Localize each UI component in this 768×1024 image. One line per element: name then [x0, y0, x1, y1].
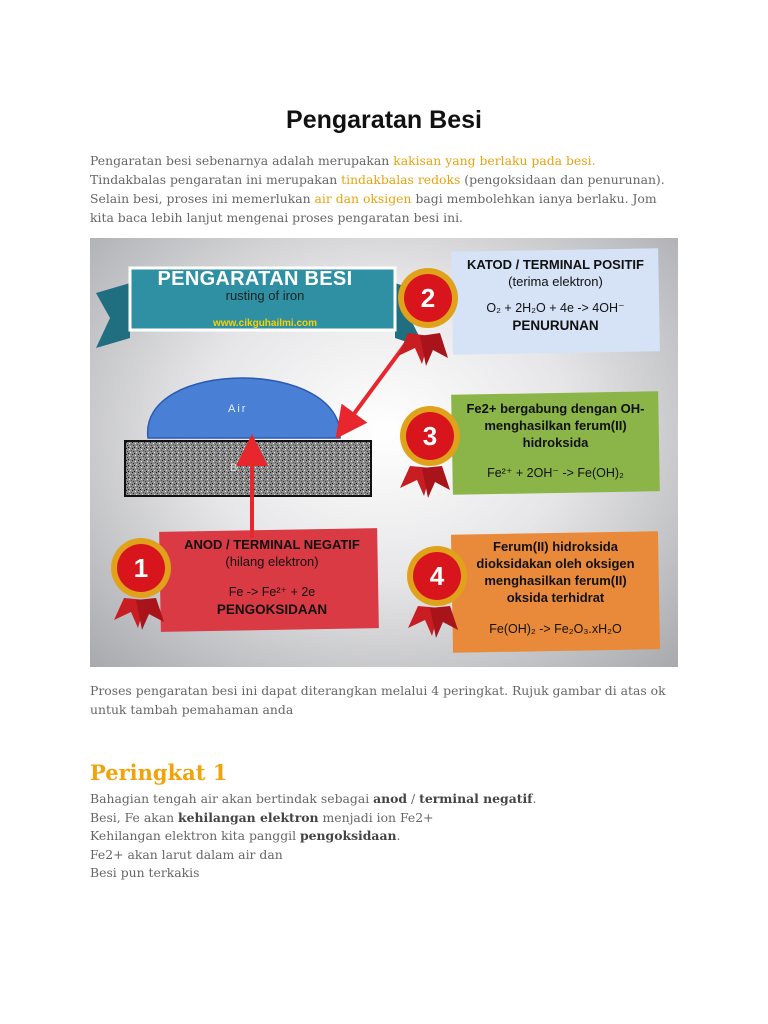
page-title: Pengaratan Besi [286, 106, 482, 134]
line1-text-c: . [532, 791, 537, 806]
box1-formula: Fe -> Fe²⁺ + 2e [228, 585, 316, 599]
intro-text-1: Pengaratan besi sebenarnya adalah merupakan [90, 153, 394, 168]
box3-formula: Fe²⁺ + 2OH⁻ -> Fe(OH)₂ [487, 466, 624, 480]
box1-title: ANOD / TERMINAL NEGATIF [184, 537, 360, 552]
line1-bold-terminal: terminal negatif [419, 791, 533, 806]
line-2 [90, 809, 690, 828]
iron-label: B [230, 462, 238, 474]
box4-line3: menghasilkan ferum(II) [484, 573, 627, 588]
box3-line2: menghasilkan ferum(II) [484, 418, 627, 433]
box2-label: PENURUNAN [512, 318, 599, 333]
intro-link-kakisan[interactable]: kakisan yang berlaku pada besi. [393, 153, 596, 168]
banner-title: PENGARATAN BESI [157, 268, 353, 290]
box1-label: PENGOKSIDAAN [216, 602, 328, 617]
box2-title: KATOD / TERMINAL POSITIF [467, 257, 644, 272]
line-4: Fe2+ akan larut dalam air dan [90, 846, 283, 862]
intro-paragraph [90, 151, 670, 227]
box2-formula: O₂ + 2H₂O + 4e -> 4OH⁻ [486, 301, 625, 315]
line3-bold: pengoksidaan [300, 828, 397, 843]
line-1 [90, 790, 690, 809]
line1-bold-anod: anod [373, 791, 408, 806]
box-katod [452, 256, 659, 334]
badge-number-2: 2 [420, 283, 436, 313]
box2-sub: (terima elektron) [508, 274, 603, 289]
water-label: Air [228, 403, 248, 415]
badge-number-3: 3 [422, 421, 438, 451]
badge-number-4: 4 [429, 561, 445, 591]
iron-block [125, 441, 371, 496]
box-anod [168, 536, 376, 618]
intro-text-2: Tindakbalas pengaratan ini merupakan [90, 172, 342, 187]
box-stage3 [452, 400, 659, 480]
box4-line2: dioksidakan oleh oksigen [476, 556, 635, 571]
rusting-diagram [90, 238, 678, 667]
intro-link-air-oksigen[interactable]: air dan oksigen [314, 191, 412, 206]
line2-bold: kehilangan elektron [178, 809, 319, 825]
section-heading: Peringkat 1 [90, 760, 228, 785]
line1-text-a: Bahagian tengah air akan bertindak sebagai [90, 791, 374, 806]
line-3 [90, 827, 690, 846]
box3-line3: hidroksida [522, 435, 589, 450]
box4-line1: Ferum(II) hidroksida [493, 539, 618, 554]
box-stage4 [452, 538, 659, 636]
line-5: Besi pun terkakis [90, 865, 200, 880]
line2-text-b: menjadi ion Fe2+ [318, 809, 434, 825]
line3-text-b: . [396, 828, 401, 843]
line3-text-a: Kehilangan elektron kita panggil [90, 828, 300, 843]
diagram-caption: Proses pengaratan besi ini dapat diterangkan melalui 4 peringkat. Rujuk gambar di atas ok untuk tambah pemahaman anda [90, 683, 666, 717]
badge-rosette-3 [400, 406, 460, 498]
box3-line1: Fe2+ bergabung dengan OH- [466, 401, 645, 416]
intro-link-redoks[interactable]: tindakbalas redoks [341, 172, 461, 187]
line1-text-b: / [407, 791, 420, 806]
badge-rosette-1 [111, 538, 171, 630]
box4-formula: Fe(OH)₂ -> Fe₂O₃.xH₂O [489, 622, 622, 636]
box4-line4: oksida terhidrat [506, 590, 605, 605]
badge-number-1: 1 [133, 553, 149, 583]
section-body [90, 790, 690, 883]
banner-subtitle: rusting of iron [225, 288, 305, 303]
line2-text-a: Besi, Fe akan [90, 809, 179, 825]
intro-text-4: bagi membolehkan ianya berlaku. Jom kita baca lebih lanjut mengenai proses pengaratan besi ini. [90, 191, 657, 225]
intro-text-3: (pengoksidaan dan penurunan). Selain besi, proses ini memerlukan [90, 172, 665, 206]
box1-sub: (hilang elektron) [225, 554, 319, 569]
banner-url: www.cikguhailmi.com [212, 318, 318, 329]
